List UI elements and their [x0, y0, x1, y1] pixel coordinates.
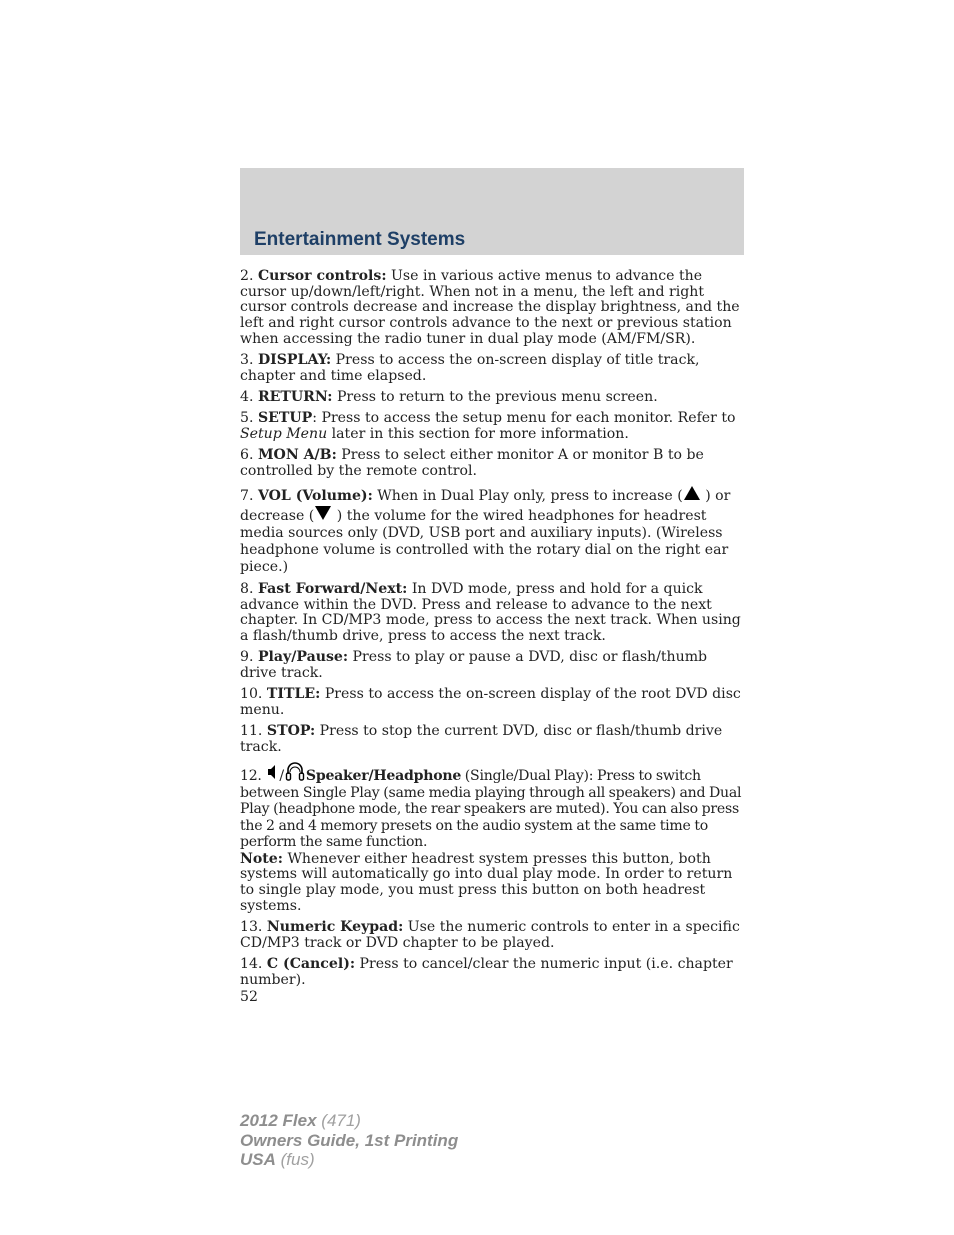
item-number: 4.	[240, 389, 254, 406]
item-label: STOP:	[266, 723, 316, 740]
item-text: Press to play or pause a DVD, disc or flash/thumb drive track.	[240, 649, 708, 682]
slash-separator: /	[279, 768, 284, 785]
item-text: ) or decrease (	[240, 488, 731, 525]
item-number: 7.	[240, 488, 254, 505]
item-number: 9.	[240, 649, 254, 666]
item-number: 14.	[240, 955, 263, 972]
item-number: 3.	[240, 352, 254, 369]
item-number: 2.	[240, 268, 254, 284]
list-item	[240, 650, 745, 681]
up-triangle-icon	[683, 485, 701, 501]
setup-menu-reference: Setup Menu	[240, 426, 328, 443]
footer-line-3	[240, 1150, 458, 1170]
footer-region: USA	[240, 1150, 276, 1169]
item-label: Numeric Keypad:	[266, 918, 404, 935]
footer-code: (471)	[316, 1111, 361, 1130]
item-label: MON A/B:	[257, 447, 337, 464]
item-text: Use the numeric controls to enter in a specific CD/MP3 track or DVD chapter to be played.	[240, 918, 740, 951]
list-item	[240, 957, 745, 988]
item-text: In DVD mode, press and hold for a quick advance within the DVD. Press and release to advance to the next chapter. In CD/MP3 mode, press to access the next track. When using a flash/thumb drive, press to access the next track.	[240, 581, 741, 645]
item-text: later in this section for more information.	[327, 426, 629, 443]
item-label: DISPLAY:	[257, 352, 332, 369]
item-label: Fast Forward/Next:	[257, 581, 408, 597]
item-number: 6.	[240, 447, 254, 464]
item-number: 10.	[240, 686, 263, 703]
list-item	[240, 687, 745, 718]
list-item	[240, 353, 745, 384]
item-text: Press to select either monitor A or monitor B to be controlled by the remote control.	[240, 447, 704, 480]
item-label: Speaker/Headphone	[305, 768, 462, 785]
page-content	[240, 269, 745, 1006]
note-text: Whenever either headrest system presses this button, both systems will automatically go into dual play mode. In order to return to single play mode, you must press this button on both headrest systems.	[240, 850, 733, 914]
item-text: Press to cancel/clear the numeric input (i.e. chapter number).	[240, 955, 733, 988]
down-triangle-icon	[314, 505, 332, 521]
section-header	[240, 168, 744, 255]
section-title: Entertainment Systems	[254, 229, 466, 250]
footer	[240, 1111, 458, 1170]
item-number: 8.	[240, 581, 254, 597]
list-item	[240, 582, 745, 645]
item-label: VOL (Volume):	[257, 488, 373, 505]
item-text: Press to access the on-screen display of title track, chapter and time elapsed.	[240, 352, 700, 384]
list-item	[240, 724, 745, 755]
list-item	[240, 390, 745, 406]
list-item	[240, 269, 745, 348]
item-text: Press to return to the previous menu screen.	[332, 389, 658, 406]
list-item	[240, 448, 745, 479]
item-number: 12.	[240, 768, 262, 785]
note	[240, 852, 745, 915]
speaker-icon	[265, 763, 279, 781]
item-number: 5.	[240, 410, 254, 427]
list-item	[240, 761, 745, 851]
item-text: ) the volume for the wired headphones for headrest media sources only (DVD, USB port and auxiliary inputs). (Wireless headphone volume is controlled with the rotary dial on the right ear piece.)	[240, 508, 729, 576]
item-label: TITLE:	[266, 686, 321, 703]
item-text: When in Dual Play only, press to increase (	[372, 488, 683, 505]
list-item	[240, 485, 745, 576]
item-text: Press to stop the current DVD, disc or flash/thumb drive track.	[240, 723, 723, 756]
item-number: 11.	[240, 723, 263, 740]
item-label: Play/Pause:	[257, 649, 349, 666]
list-item	[240, 411, 745, 442]
item-text: Press to access the on-screen display of the root DVD disc menu.	[240, 686, 741, 719]
note-label: Note:	[240, 850, 283, 867]
item-text: Use in various active menus to advance the cursor up/down/left/right. When not in a menu, the left and right cursor controls decrease and increase the display brightness, and the left and right cursor controls advance to the next or previous station when accessing the radio tuner in dual play mode (AM/FM/SR).	[240, 268, 740, 347]
item-label: Cursor controls:	[257, 268, 387, 284]
item-label: RETURN:	[257, 389, 333, 406]
item-label: SETUP	[257, 410, 313, 427]
footer-region-code: (fus)	[275, 1150, 315, 1169]
footer-edition: Owners Guide, 1st Printing	[240, 1130, 459, 1150]
item-number: 13.	[240, 918, 263, 935]
footer-line-1	[240, 1111, 458, 1131]
list-item	[240, 920, 745, 951]
page-number: 52	[240, 988, 258, 1005]
footer-line-2	[240, 1131, 458, 1151]
footer-model: 2012 Flex	[240, 1111, 317, 1130]
item-text: (Single/Dual Play): Press to switch between Single Play (same media playing through all speakers) and Dual Play (headphone mode, the rear speakers are muted). You can also press the 2 and 4 memory presets on the audio system at the same time to perform the same function.	[240, 768, 742, 851]
headphone-icon	[284, 761, 306, 781]
item-label: C (Cancel):	[266, 955, 356, 972]
item-text: : Press to access the setup menu for each monitor. Refer to	[312, 410, 736, 427]
